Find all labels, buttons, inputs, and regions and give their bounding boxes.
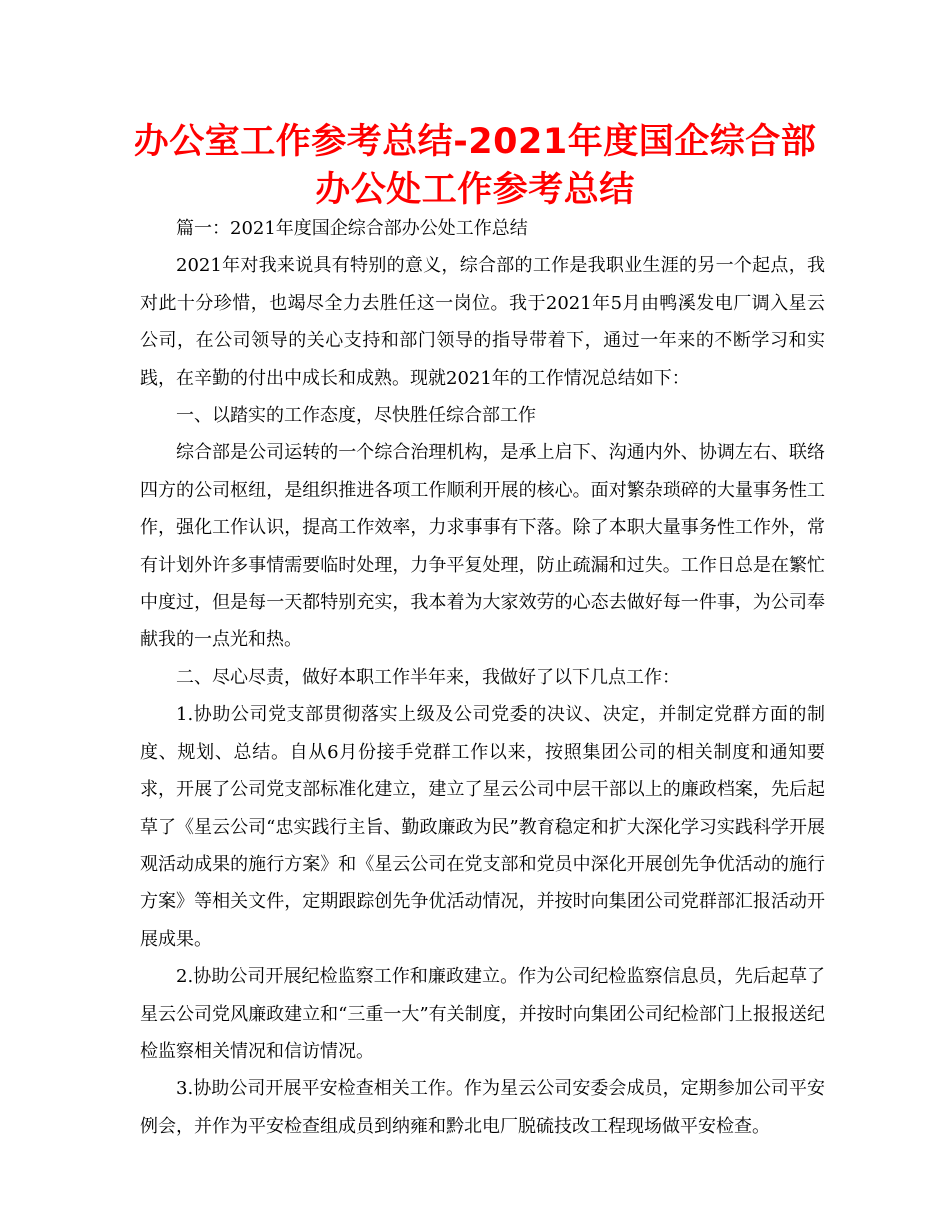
section-heading-intro: 篇一：2021年度国企综合部办公处工作总结 [176, 218, 528, 239]
document-body [140, 210, 825, 1145]
section-heading-2: 二、尽心尽责，做好本职工作半年来，我做好了以下几点工作： [176, 666, 680, 688]
paragraph-intro: 2021年对我来说具有特别的意义，综合部的工作是我职业生涯的另一个起点，我对此十分珍惜，也竭尽全力去胜任这一岗位。我于2021年5月由鸭溪发电厂调入星云公司，在公司领导的关心支持和部门领导的指导带着下，通过一年来的不断学习和实践，在辛勤的付出中成长和成熟。现就2021年的工作情况总结如下： [140, 255, 825, 389]
section-heading-1: 一、以踏实的工作态度，尽快胜任综合部工作 [176, 405, 536, 427]
list-item-3: 3.协助公司开展平安检查相关工作。作为星云公司安委会成员，定期参加公司平安例会，并作为平安检查组成员到纳雍和黔北电厂脱硫技改工程现场做平安检查。 [140, 1078, 825, 1137]
list-item-2: 2.协助公司开展纪检监察工作和廉政建立。作为公司纪检监察信息员，先后起草了星云公司党风廉政建立和“三重一大”有关制度，并按时向集团公司纪检部门上报报送纪检监察相关情况和信访情况。 [140, 966, 825, 1062]
document-title: 办公室工作参考总结-2021年度国企综合部办公处工作参考总结 [133, 122, 817, 210]
paragraph-section-1: 综合部是公司运转的一个综合治理机构，是承上启下、沟通内外、协调左右、联络四方的公司枢纽，是组织推进各项工作顺利开展的核心。面对繁杂琐碎的大量事务性工作，强化工作认识，提高工作效率，力求事事有下落。除了本职大量事务性工作外，常有计划外许多事情需要临时处理，力争平复处理，防止疏漏和过失。工作日总是在繁忙中度过，但是每一天都特别充实，我本着为大家效劳的心态去做好每一件事，为公司奉献我的一点光和热。 [140, 442, 825, 651]
list-item-1: 1.协助公司党支部贯彻落实上级及公司党委的决议、决定，并制定党群方面的制度、规划、总结。自从6月份接手党群工作以来，按照集团公司的相关制度和通知要求，开展了公司党支部标准化建立，建立了星云公司中层干部以上的廉政档案，先后起草了《星云公司“忠实践行主旨、勤政廉政为民”教育稳定和扩大深化学习实践科学开展观活动成果的施行方案》和《星云公司在党支部和党员中深化开展创先争优活动的施行方案》等相关文件，定期跟踪创先争优活动情况，并按时向集团公司党群部汇报活动开展成果。 [140, 704, 825, 950]
